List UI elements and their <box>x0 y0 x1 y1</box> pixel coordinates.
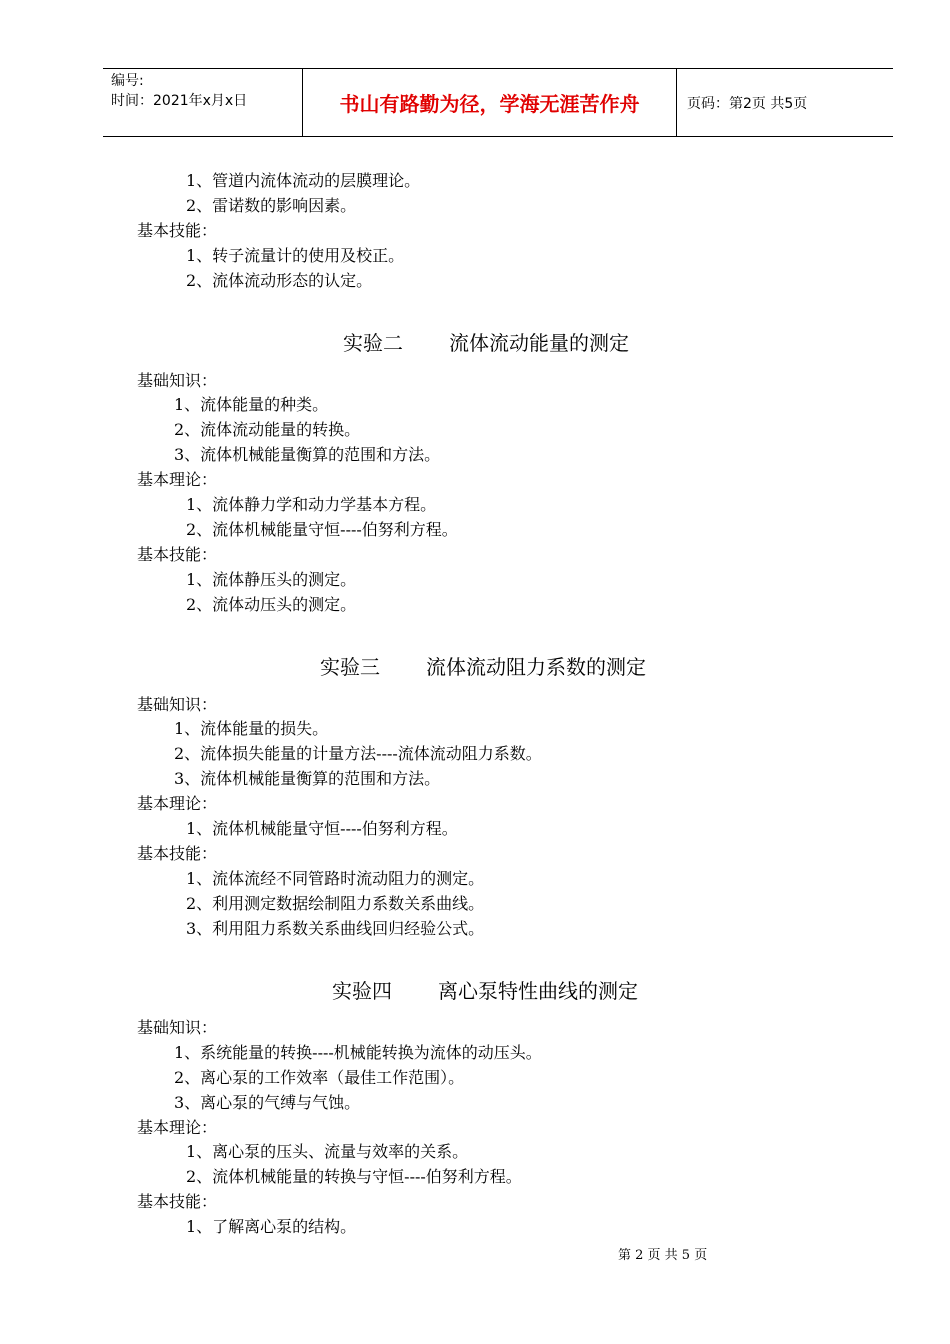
experiment-number: 实验四 <box>332 979 392 1003</box>
list-item: 1、流体能量的种类。 <box>174 395 329 414</box>
page-footer: 第 2 页 共 5 页 <box>618 1248 708 1263</box>
page-code: 页码：第2页 共5页 <box>687 95 808 112</box>
section-label: 基本技能： <box>137 221 218 240</box>
section-label: 基本理论： <box>137 1118 218 1137</box>
experiment-title <box>320 655 646 679</box>
section-label: 基本技能： <box>137 545 218 564</box>
list-item: 1、系统能量的转换----机械能转换为流体的动压头。 <box>174 1043 542 1062</box>
section-label: 基础知识： <box>137 695 218 714</box>
motto: 书山有路勤为径，学海无涯苦作舟 <box>303 69 677 136</box>
list-item: 1、流体静力学和动力学基本方程。 <box>186 495 437 514</box>
list-item: 2、流体动压头的测定。 <box>186 595 357 614</box>
list-item: 1、管道内流体流动的层膜理论。 <box>186 171 421 190</box>
section-label: 基本技能： <box>137 1192 218 1211</box>
page-header <box>103 68 893 137</box>
code-label: 编号: <box>111 73 144 89</box>
experiment-number: 实验三 <box>320 655 380 679</box>
experiment-name: 流体流动能量的测定 <box>449 331 629 355</box>
list-item: 2、流体机械能量的转换与守恒----伯努利方程。 <box>186 1167 522 1186</box>
section-label: 基本理论： <box>137 470 218 489</box>
section-label: 基本技能： <box>137 844 218 863</box>
list-item: 2、利用测定数据绘制阻力系数关系曲线。 <box>186 894 485 913</box>
experiment-title <box>332 979 638 1003</box>
header-meta <box>103 69 303 136</box>
experiment-name: 流体流动阻力系数的测定 <box>426 655 646 679</box>
section-label: 基础知识： <box>137 1018 218 1037</box>
experiment-number: 实验二 <box>343 331 403 355</box>
experiment-title <box>343 331 629 355</box>
section-label: 基本理论： <box>137 794 218 813</box>
list-item: 1、了解离心泵的结构。 <box>186 1217 357 1236</box>
list-item: 1、转子流量计的使用及校正。 <box>186 246 405 265</box>
list-item: 2、流体机械能量守恒----伯努利方程。 <box>186 520 458 539</box>
time-label: 时间：2021年x月x日 <box>111 93 248 109</box>
list-item: 1、流体机械能量守恒----伯努利方程。 <box>186 819 458 838</box>
list-item: 3、流体机械能量衡算的范围和方法。 <box>174 445 441 464</box>
section-label: 基础知识： <box>137 371 218 390</box>
list-item: 1、离心泵的压头、流量与效率的关系。 <box>186 1142 469 1161</box>
list-item: 1、流体能量的损失。 <box>174 719 329 738</box>
list-item: 2、流体流动能量的转换。 <box>174 420 361 439</box>
list-item: 1、流体静压头的测定。 <box>186 570 357 589</box>
list-item: 3、流体机械能量衡算的范围和方法。 <box>174 769 441 788</box>
list-item: 1、流体流经不同管路时流动阻力的测定。 <box>186 869 485 888</box>
list-item: 2、流体流动形态的认定。 <box>186 271 373 290</box>
list-item: 2、雷诺数的影响因素。 <box>186 196 357 215</box>
experiment-name: 离心泵特性曲线的测定 <box>438 979 638 1003</box>
list-item: 3、离心泵的气缚与气蚀。 <box>174 1093 361 1112</box>
list-item: 2、离心泵的工作效率（最佳工作范围）。 <box>174 1068 465 1087</box>
list-item: 2、流体损失能量的计量方法----流体流动阻力系数。 <box>174 744 542 763</box>
list-item: 3、利用阻力系数关系曲线回归经验公式。 <box>186 919 485 938</box>
